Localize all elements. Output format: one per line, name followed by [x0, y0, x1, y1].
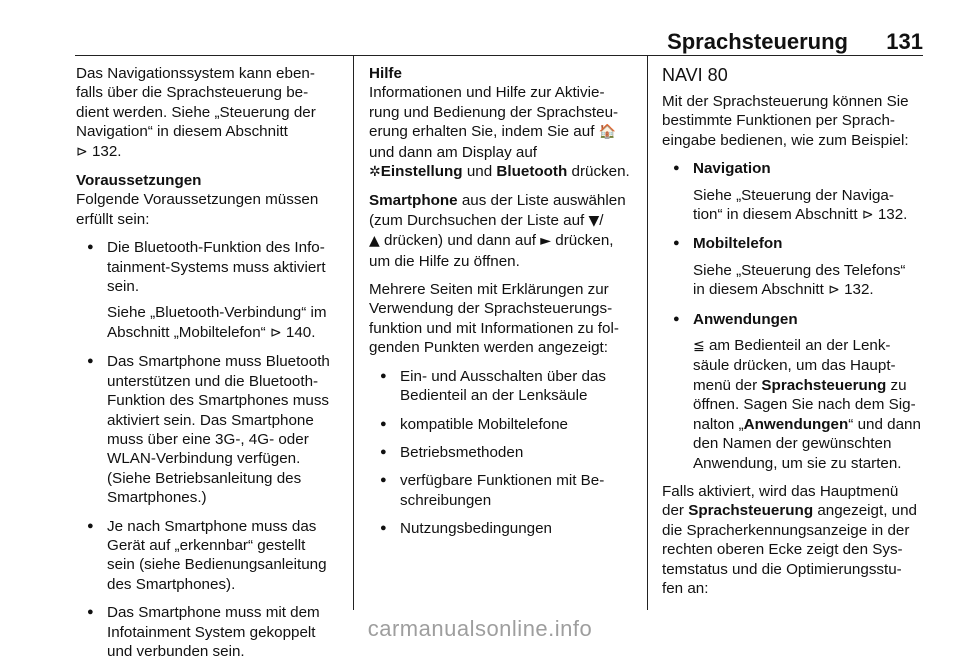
navi-functions-list: [662, 159, 952, 473]
list-item: ● kompatible Mobiltelefone: [369, 415, 645, 434]
gear-icon: ✲: [369, 164, 381, 181]
column-3: [662, 64, 952, 607]
list-item: ● Betriebsmethoden: [369, 443, 645, 462]
smartphone-label: Smartphone: [369, 192, 458, 210]
section-heading-voraussetzungen: Voraussetzungen: [76, 172, 202, 190]
page-reference-icon: ⊳: [828, 282, 840, 299]
column-divider-1: [353, 56, 354, 610]
list-item: ● Die Bluetooth-Funktion des Info- tainment-Systems muss aktiviert sein. Siehe „Bluetooth-Verbindung“ im Abschnitt „Mobiltelefon“ ⊳ 140.: [76, 238, 348, 343]
bluetooth-label: Bluetooth: [496, 163, 568, 181]
mobiltelefon-label: Mobiltelefon: [693, 235, 783, 253]
requirements-intro: Folgende Voraussetzungen müssen erfüllt sein:: [76, 191, 319, 228]
list-item: ● Anwendungen ≦ am Bedienteil an der Lenk- säule drücken, um das Haupt- menü der Sprachsteuerung zu öffnen. Sagen Sie nach dem Sig- nalton „Anwendungen“ und dann den Namen der gewünschten Anwendung, um sie zu starten.: [662, 310, 952, 473]
page-reference-icon: ⊳: [861, 207, 874, 224]
list-item: ● verfügbare Funktionen mit Be- schreibungen: [369, 471, 645, 510]
arrow-right-icon: ►: [540, 233, 552, 250]
page-title: Sprachsteuerung: [667, 29, 848, 54]
list-item: ● Navigation Siehe „Steuerung der Naviga- tion“ in diesem Abschnitt ⊳ 132.: [662, 159, 952, 225]
cross-reference-link[interactable]: 132.: [844, 281, 874, 299]
arrow-down-icon: ▼: [588, 212, 600, 229]
list-item: ● Ein- und Ausschalten über das Bedienteil an der Lenksäule: [369, 367, 645, 406]
list-item: ● Je nach Smartphone muss das Gerät auf „erkennbar“ gestellt sein (siehe Bedienungsanleitung des Smartphones).: [76, 517, 348, 595]
help-paragraph-1: Informationen und Hilfe zur Aktivie- rung und Bedienung der Sprachsteu- erung erhalten Sie, indem Sie auf 🏠 und dann am Display auf ✲Einstellung und Bluetooth drücken.: [369, 84, 630, 181]
cross-reference-link[interactable]: 132.: [877, 206, 908, 224]
cross-reference-link[interactable]: 140.: [285, 323, 316, 341]
requirements-list: [76, 238, 348, 661]
help-topics-list: [369, 367, 645, 539]
home-icon: 🏠: [598, 124, 617, 141]
list-item: ● Das Smartphone muss mit dem Infotainment System gekoppelt und verbunden sein.: [76, 603, 348, 661]
column-divider-2: [647, 56, 648, 610]
final-paragraph: Falls aktiviert, wird das Hauptmenü der Sprachsteuerung angezeigt, und die Spracherkennungsanzeige in der rechten oberen Ecke zeigt den Sys- temstatus und die Optimierungsstu- fen an:: [662, 482, 917, 597]
page-number: 131: [886, 29, 923, 54]
voice-control-icon: ≦: [693, 338, 705, 355]
list-item: ● Nutzungsbedingungen: [369, 519, 645, 538]
help-paragraph-2: Smartphone aus der Liste auswählen (zum Durchsuchen der Liste auf ▼/ ▲ drücken) und dann auf ► drücken, um die Hilfe zu öffnen.: [369, 192, 626, 270]
help-paragraph-3: Mehrere Seiten mit Erklärungen zur Verwendung der Sprachsteuerungs- funktion und mit Informationen zu fol- genden Punkten werden angezeigt:: [369, 281, 619, 357]
section-heading-navi80: NAVI 80: [662, 65, 728, 85]
header-rule: [75, 55, 923, 56]
anwendungen-label: Anwendungen: [693, 310, 798, 328]
column-2: [369, 64, 645, 548]
page-reference-icon: ⊳: [269, 324, 282, 341]
navi-intro: Mit der Sprachsteuerung können Sie bestimmte Funktionen per Sprach- eingabe bedienen, wie zum Beispiel:: [662, 93, 909, 149]
arrow-up-icon: ▲: [369, 233, 380, 250]
cross-reference-link[interactable]: 132.: [91, 142, 122, 160]
page-reference-icon: ⊳: [76, 143, 88, 160]
intro-paragraph: Das Navigationssystem kann eben- falls über die Sprachsteuerung be- dient werden. Siehe „Steuerung der Navigation“ in diesem Abschnitt ⊳ 132.: [76, 65, 316, 160]
einstellung-label: Einstellung: [380, 163, 463, 181]
page-header: [0, 0, 960, 56]
list-item: ● Das Smartphone muss Bluetooth unterstützen und die Bluetooth- Funktion des Smartphones muss aktiviert sein. Das Smartphone muss über eine 3G-, 4G- oder WLAN-Verbindung verfügen. (Siehe Betriebsanleitung des Smartphones.): [76, 352, 348, 507]
list-item: ● Mobiltelefon Siehe „Steuerung des Telefons“ in diesem Abschnitt ⊳ 132.: [662, 234, 952, 300]
section-heading-hilfe: Hilfe: [369, 65, 402, 82]
navigation-label: Navigation: [693, 160, 771, 178]
column-1: [76, 64, 348, 670]
watermark: carmanualsonline.info: [367, 616, 593, 641]
